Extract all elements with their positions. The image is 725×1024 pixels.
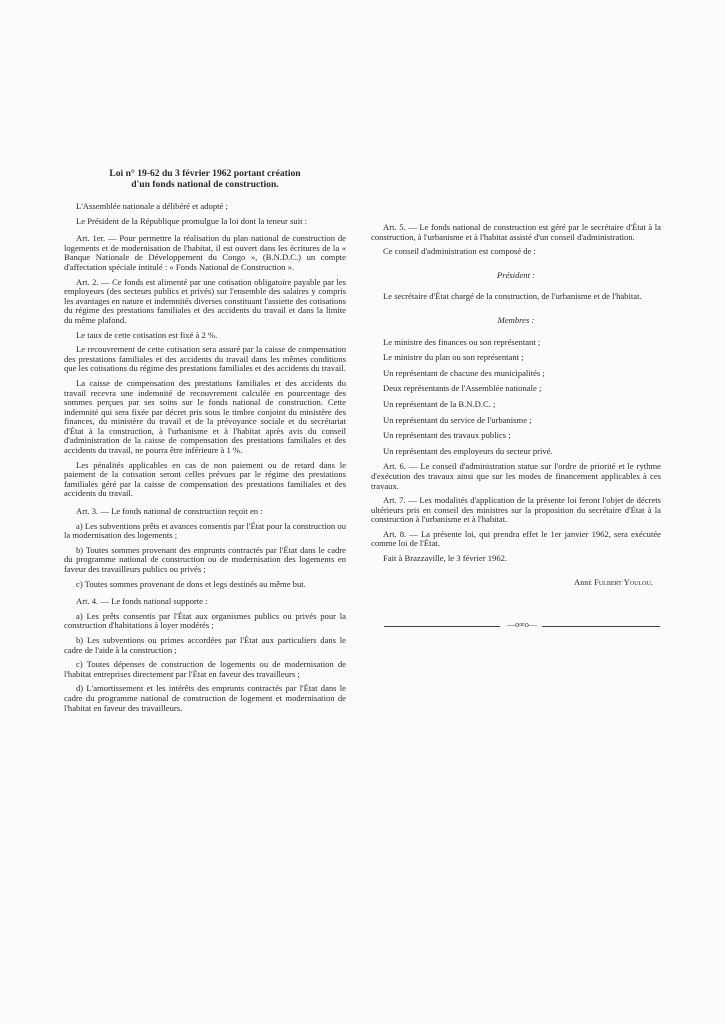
article-2-indemnity: La caisse de compensation des prestations familiales et des accidents du travail recevra une indemnité de recouvrement calculée en pourcentage des sommes perçues par ses soins sur le fonds national de construction. Cette indemnité qui sera fixée par décret pris sous le timbre conjoint du ministère des finances, du ministère du travail et de la prévoyance sociale et du secrétariat d'État à la construction, à l'urbanisme et à l'habitat après avis du conseil d'administration de la caisse de compensation des prestations familiales et des accidents du travail, ne pourra être inférieure à 1 %. — [64, 377, 346, 456]
list-item: Le ministre du plan ou son représentant ; — [383, 352, 524, 363]
members-list — [371, 338, 661, 457]
law-title — [64, 168, 346, 190]
members-heading: Membres : — [497, 314, 535, 325]
article-2-recovery: Le recouvrement de cette cotisation sera assuré par la caisse de compensation des prestations familiales et des accidents du travail dans les mêmes conditions que les cotisations du régime des prestations familiales et des accidents du travail. — [64, 344, 346, 374]
board-composition: Ce conseil d'administration est composé de : — [383, 246, 536, 257]
divider-line-right — [542, 626, 660, 627]
article-4-b: b) Les subventions ou primes accordées par l'État aux particuliers dans le cadre de l'aide à la construction ; — [64, 634, 346, 655]
article-3-b: b) Toutes sommes provenant des emprunts contractés par l'État dans le cadre du programme national de construction ou de modernisation des logements en faveur des travailleurs publics ou privés ; — [64, 544, 346, 574]
article-2-rate: Le taux de cette cotisation est fixé à 2 %. — [76, 329, 218, 340]
article-4-d: d) L'amortissement et les intérêts des emprunts contractés par l'État dans le cadre du programme national de construction de logement et modernisation de l'habitat en faveur des travailleurs. — [64, 683, 346, 713]
article-2: Art. 2. — Ce fonds est alimenté par une cotisation obligatoire payable par les employeurs (des secteurs publics et privés) sur l'ensemble des salaires y compris les avantages en nature et indemnités diverses constituant l'assiette des cotisations du régime des prestations familiales et des accidents du travail et dans la limite du même plafond. — [64, 276, 346, 325]
article-5: Art. 5. — Le fonds national de construction est géré par le secrétaire d'État à la construction, à l'urbanisme et à l'habitat assisté d'un conseil d'administration. — [371, 222, 661, 242]
list-item: Deux représentants de l'Assemblée nationale ; — [383, 383, 542, 394]
article-3-a: a) Les subventions prêts et avances consentis par l'État pour la construction ou la modernisation des logements ; — [64, 520, 346, 541]
signature — [371, 578, 661, 588]
left-column — [64, 168, 346, 718]
list-item: Un représentant du service de l'urbanisme ; — [383, 414, 532, 425]
divider-line-left — [384, 626, 500, 627]
article-4: Art. 4. — Le fonds national supporte : — [76, 596, 208, 607]
list-item: Un représentant des travaux publics ; — [383, 430, 511, 441]
list-item: Le ministre des finances ou son représentant ; — [383, 336, 541, 347]
paragraph-assembly: L'Assemblée nationale a délibéré et adopté ; — [76, 201, 228, 211]
president-heading: Président : — [497, 269, 535, 280]
article-6: Art. 6. — Le conseil d'administration statue sur l'ordre de priorité et le rythme d'exécution des travaux ainsi que sur les modes de financement applicables à ces travaux. — [371, 461, 661, 491]
list-item: Un représentant des employeurs du secteur privé. — [383, 445, 553, 456]
list-item: Un représentant de chacune des municipalités ; — [383, 367, 545, 378]
article-1: Art. 1er. — Pour permettre la réalisation du plan national de construction de logements et de modernisation de l'habitat, il est ouvert dans les écritures de la « Banque Nationale de Développement du Congo », (B.N.D.C.) un compte d'affectation spéciale intitulé : « Fonds National de Construction ». — [64, 233, 346, 272]
place-date: Fait à Brazzaville, le 3 février 1962. — [383, 553, 508, 564]
president-text: Le secrétaire d'État chargé de la construction, de l'urbanisme et de l'habitat. — [383, 291, 642, 302]
list-item: Un représentant de la B.N.D.C. ; — [383, 398, 496, 409]
right-column — [371, 223, 661, 592]
article-4-c: c) Toutes dépenses de construction de logements ou de modernisation de l'habitat entreprises directement par l'État en faveur des travailleurs ; — [64, 659, 346, 679]
article-2-penalties: Les pénalités applicables en cas de non paiement ou de retard dans le paiement de la cotisation seront celles prévues par le régime des prestations familiales géré par la caisse de compensation des prestations familiales et des accidents du travail. — [64, 459, 346, 499]
ornament-icon: —o∞o— — [507, 620, 537, 629]
law-title-line1: Loi n° 19-62 du 3 février 1962 portant création — [109, 168, 301, 179]
law-title-line2: d'un fonds national de construction. — [131, 179, 279, 190]
article-3: Art. 3. — Le fonds national de construction reçoit en : — [76, 506, 263, 517]
article-8: Art. 8. — La présente loi, qui prendra effet le 1er janvier 1962, sera exécutée comme loi de l'État. — [371, 528, 661, 549]
signature-name: Abbé Fulbert Youlou. — [574, 576, 653, 587]
paragraph-promulgation: Le Président de la République promulgue la loi dont la teneur suit : — [76, 215, 308, 226]
closing-divider — [384, 622, 660, 630]
article-4-a: a) Les prêts consentis par l'État aux organismes publics ou privés pour la construction d'habitations à loyer modérés ; — [64, 610, 346, 631]
article-7: Art. 7. — Les modalités d'application de la présente loi feront l'objet de décrets ultérieurs pris en conseil des ministres sur la proposition du secrétaire d'État à la construction à l'urbanisme et à l'habitat. — [371, 495, 661, 525]
article-3-c: c) Toutes sommes provenant de dons et legs destinés au même but. — [76, 578, 306, 589]
